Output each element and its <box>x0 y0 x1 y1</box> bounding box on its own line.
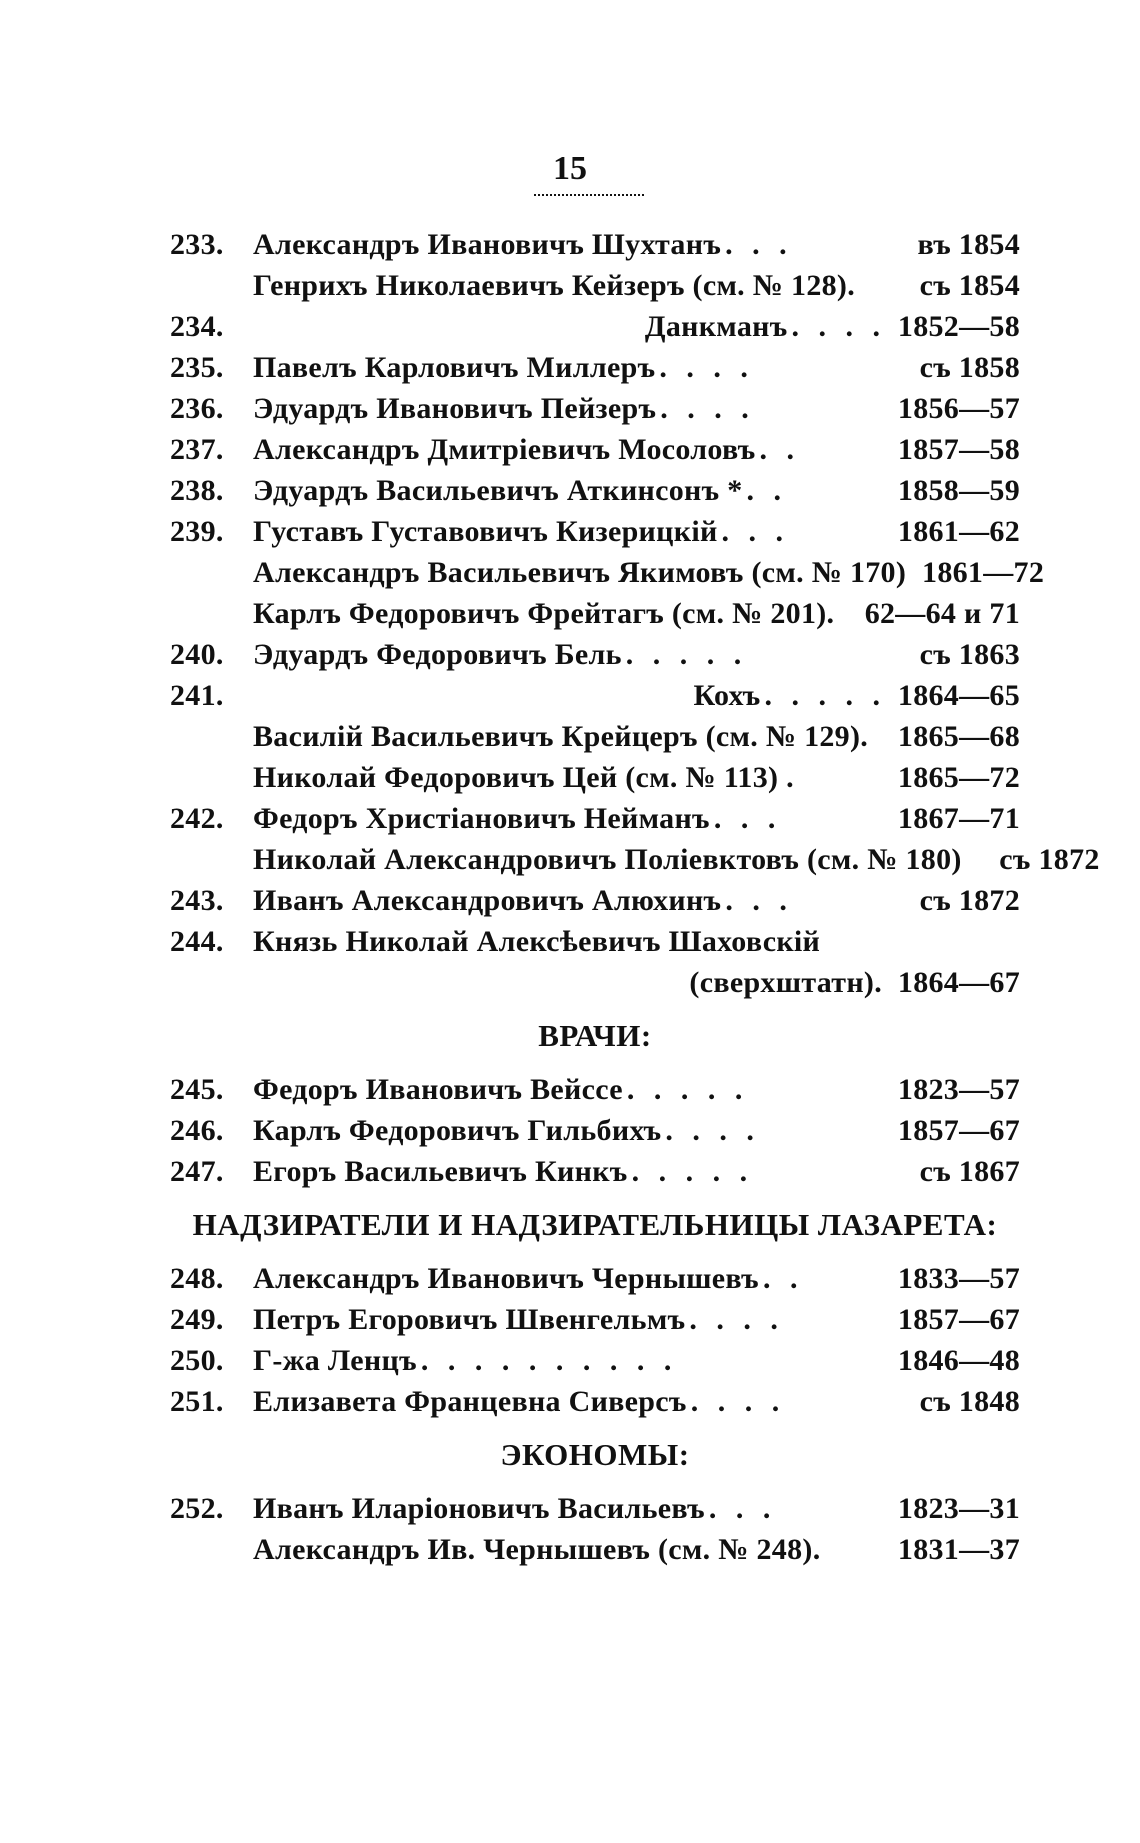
entry-number: 250. <box>170 1344 224 1377</box>
dot-leader: . . . . <box>660 392 755 425</box>
entry-row <box>170 470 1020 511</box>
entry-years: съ 1872 <box>919 884 1020 917</box>
dot-leader: . . . . <box>689 1303 784 1336</box>
entry-row <box>170 306 1020 347</box>
entry-name: Эдуардъ Ивановичъ Пейзеръ <box>253 392 657 425</box>
entry-name: Иванъ Иларіоновичъ Васильевъ <box>253 1492 705 1525</box>
entry-years: 1864—67 <box>897 966 1020 999</box>
dot-leader: . . . <box>725 228 793 261</box>
entry-years: 1846—48 <box>897 1344 1020 1377</box>
entry-years: съ 1848 <box>919 1385 1020 1418</box>
entry-number: 247. <box>170 1155 224 1188</box>
dot-leader: . . . . <box>659 351 754 384</box>
entry-years: 1867—71 <box>897 802 1020 835</box>
entry-years: 1865—72 <box>897 761 1020 794</box>
entry-row <box>170 511 1020 552</box>
entry-row <box>170 839 1100 880</box>
entry-row <box>170 593 1020 634</box>
entry-number: 237. <box>170 433 224 466</box>
entry-row <box>170 880 1020 921</box>
entry-row <box>170 1299 1020 1340</box>
dot-leader: . . . . . <box>626 1073 749 1106</box>
entry-years: съ 1854 <box>919 269 1020 302</box>
dot-leader: . . . <box>713 802 782 835</box>
dot-leader: . . . . . <box>764 679 886 712</box>
entry-name: Федоръ Ивановичъ Вейссе <box>253 1073 623 1106</box>
entry-name: Густавъ Густавовичъ Кизерицкій <box>253 515 718 548</box>
entry-row <box>170 1110 1020 1151</box>
entry-years: 1865—68 <box>897 720 1020 753</box>
entry-number: 243. <box>170 884 224 917</box>
entry-number: 249. <box>170 1303 224 1336</box>
entry-row <box>170 1488 1020 1529</box>
page-number: 15 <box>0 150 1140 188</box>
entry-number: 245. <box>170 1073 224 1106</box>
entry-number: 252. <box>170 1492 224 1525</box>
entry-years: 1833—57 <box>897 1262 1020 1295</box>
entry-years: 1861—62 <box>897 515 1020 548</box>
entry-name: Василій Васильевичъ Крейцеръ (см. № 129). <box>253 720 869 753</box>
entry-name: Кохъ <box>693 679 761 712</box>
entry-number: 233. <box>170 228 224 261</box>
page-number-dotted-rule <box>534 194 644 196</box>
entry-years: съ 1867 <box>919 1155 1020 1188</box>
entry-years: 1857—67 <box>897 1114 1020 1147</box>
entry-years: съ 1863 <box>919 638 1020 671</box>
entry-row <box>170 962 1020 1003</box>
entry-name: Александръ Ивановичъ Шухтанъ <box>253 228 722 261</box>
entry-years: 1852—58 <box>897 310 1020 343</box>
entry-row <box>170 224 1020 265</box>
dot-leader: . . <box>762 1262 804 1295</box>
entry-row <box>170 1381 1020 1422</box>
dot-leader: . . <box>746 474 788 507</box>
entry-name: Елизавета Францевна Сиверсъ <box>253 1385 687 1418</box>
section-heading: НАДЗИРАТЕЛИ И НАДЗИРАТЕЛЬНИЦЫ ЛАЗАРЕТА: <box>192 1207 998 1242</box>
dot-leader: . . . . <box>690 1385 786 1418</box>
entry-name: Николай Александровичъ Поліевктовъ (см. № 180) <box>253 843 962 876</box>
entry-name: Федоръ Христіановичъ Нейманъ <box>253 802 710 835</box>
entry-name: Князь Николай Алексѣевичъ Шаховскій <box>253 925 821 958</box>
entry-years: 1864—65 <box>897 679 1020 712</box>
entry-row <box>170 265 1020 306</box>
dot-leader: . . . . <box>665 1114 760 1147</box>
entry-name: Николай Федоровичъ Цей (см. № 113) . <box>253 761 794 794</box>
entry-name: Эдуардъ Васильевичъ Аткинсонъ * <box>253 474 743 507</box>
entry-years: 1861—72 <box>922 556 1045 589</box>
entry-name: Карлъ Федоровичъ Гильбихъ <box>253 1114 662 1147</box>
entry-name: Данкманъ <box>644 310 788 343</box>
section-heading: ЭКОНОМЫ: <box>500 1437 690 1472</box>
dot-leader: . . . . . <box>631 1155 754 1188</box>
entry-name: Г-жа Ленцъ <box>253 1344 417 1377</box>
entry-number: 235. <box>170 351 224 384</box>
entry-name: Петръ Егоровичъ Швенгельмъ <box>253 1303 686 1336</box>
entry-years: 1857—67 <box>897 1303 1020 1336</box>
entry-number: 234. <box>170 310 224 343</box>
entry-name: Карлъ Федоровичъ Фрейтагъ (см. № 201). <box>253 597 835 630</box>
entry-years: 1858—59 <box>897 474 1020 507</box>
entry-name: (сверхштатн). <box>689 966 882 999</box>
entry-name: Александръ Дмитріевичъ Мосоловъ <box>253 433 756 466</box>
dot-leader: . . <box>759 433 801 466</box>
entry-number: 240. <box>170 638 224 671</box>
entry-number: 241. <box>170 679 224 712</box>
entry-number: 242. <box>170 802 224 835</box>
entry-number: 246. <box>170 1114 224 1147</box>
dot-leader: . . . <box>708 1492 777 1525</box>
entry-name: Иванъ Александровичъ Алюхинъ <box>253 884 722 917</box>
entry-row <box>170 388 1020 429</box>
entry-row <box>170 716 1020 757</box>
entries-list <box>170 224 1100 1570</box>
entry-years: 1831—37 <box>897 1533 1020 1566</box>
entry-name: Генрихъ Николаевичъ Кейзеръ (см. № 128). <box>253 269 856 302</box>
entry-years: 1856—57 <box>897 392 1020 425</box>
entry-name: Александръ Васильевичъ Якимовъ (см. № 170) <box>253 556 907 589</box>
entry-row <box>170 552 1045 593</box>
entry-years: 1823—31 <box>897 1492 1020 1525</box>
entry-years: 1823—57 <box>897 1073 1020 1106</box>
dot-leader: . . . <box>721 515 790 548</box>
entry-row <box>170 1069 1020 1110</box>
entry-row <box>170 1151 1020 1192</box>
entry-number: 238. <box>170 474 224 507</box>
entry-number: 244. <box>170 925 224 958</box>
entry-number: 248. <box>170 1262 224 1295</box>
dot-leader: . . . . . <box>625 638 748 671</box>
entry-row <box>170 634 1020 675</box>
entry-years: 1857—58 <box>897 433 1020 466</box>
entry-row <box>170 921 1020 962</box>
dot-leader: . . . . . . . . . . <box>420 1344 678 1377</box>
entry-name: Александръ Ивановичъ Чернышевъ <box>253 1262 759 1295</box>
entry-years: 62—64 и 71 <box>864 597 1020 630</box>
entry-name: Эдуардъ Федоровичъ Бель <box>253 638 622 671</box>
entry-row <box>170 347 1020 388</box>
section-heading: ВРАЧИ: <box>538 1018 652 1053</box>
entry-number: 251. <box>170 1385 224 1418</box>
entry-row <box>170 1340 1020 1381</box>
entry-row <box>170 429 1020 470</box>
entry-row <box>170 1258 1020 1299</box>
entry-years: въ 1854 <box>917 228 1020 261</box>
entry-name: Павелъ Карловичъ Миллеръ <box>253 351 656 384</box>
entry-number: 239. <box>170 515 224 548</box>
entry-row <box>170 675 1020 716</box>
entry-row <box>170 757 1020 798</box>
entry-number: 236. <box>170 392 224 425</box>
entry-row <box>170 1529 1020 1570</box>
entry-years: съ 1858 <box>919 351 1020 384</box>
entry-row <box>170 798 1020 839</box>
entry-name: Егоръ Васильевичъ Кинкъ <box>253 1155 628 1188</box>
dot-leader: . . . <box>725 884 793 917</box>
entry-years: съ 1872 <box>999 843 1100 876</box>
entry-name: Александръ Ив. Чернышевъ (см. № 248). <box>253 1533 821 1566</box>
dot-leader: . . . . <box>791 310 886 343</box>
